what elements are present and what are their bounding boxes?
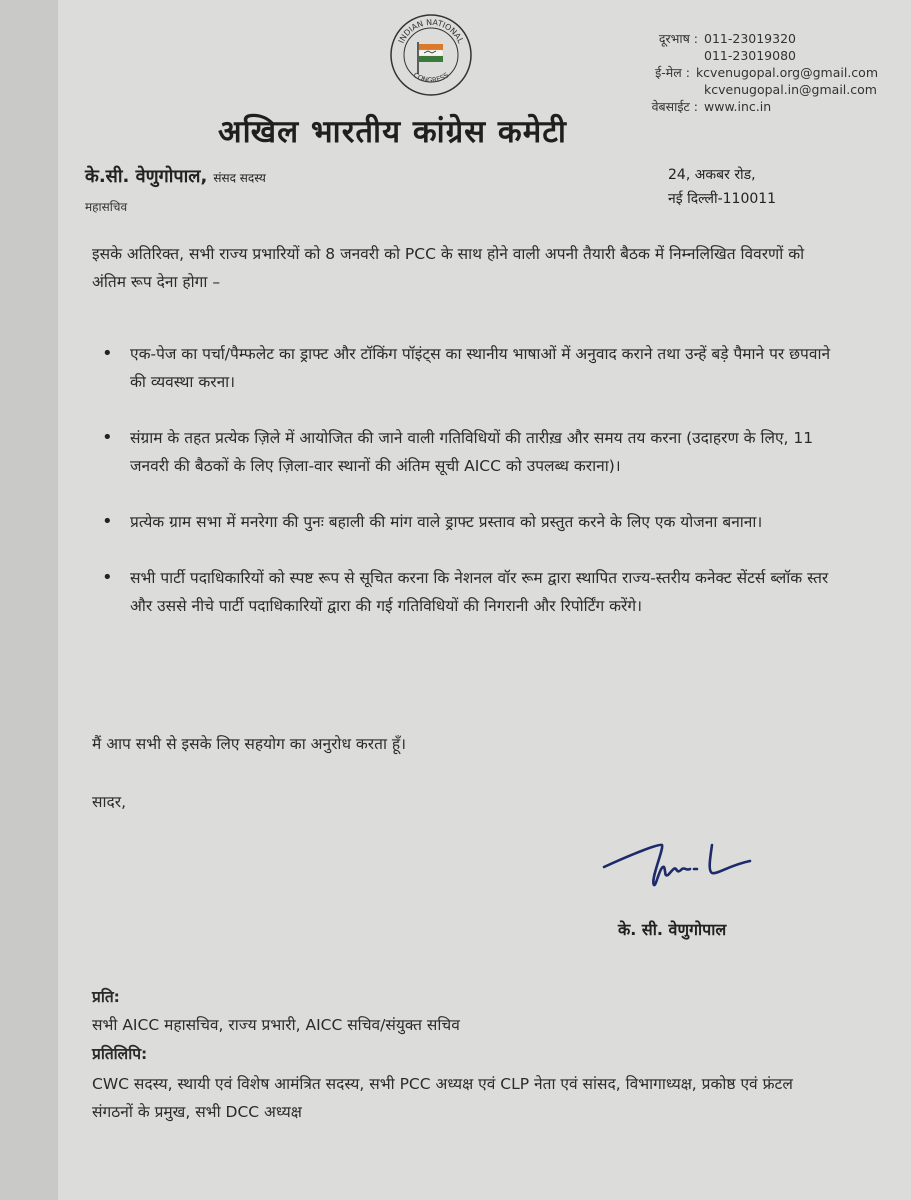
- sender-designation: महासचिव: [85, 200, 128, 214]
- list-item: • संग्राम के तहत प्रत्येक ज़िले में आयोजित की जाने वाली गतिविधियों की तारीख़ और समय तय करना (उदाहरण के लिए, 11 जनवरी की बैठकों के लिए ज़िला-वार स्थानों की अंतिम सूची AICC को उपलब्ध कराना)।: [92, 424, 832, 480]
- contact-value: 011-23019320: [704, 31, 796, 46]
- to-label: प्रति:: [92, 988, 120, 1006]
- sender-name: के.सी. वेणुगोपाल,: [85, 166, 208, 187]
- contact-value: kcvenugopal.in@gmail.com: [704, 82, 877, 97]
- signature: [590, 825, 770, 895]
- contact-value: www.inc.in: [704, 99, 772, 114]
- org-title: अखिल भारतीय कांग्रेस कमेटी: [218, 114, 567, 150]
- request-line: मैं आप सभी से इसके लिए सहयोग का अनुरोध करता हूँ।: [92, 735, 407, 753]
- action-points-list: [92, 340, 832, 620]
- contact-label: ई-मेल :: [655, 65, 690, 80]
- contact-row: [618, 98, 878, 115]
- intro-paragraph: इसके अतिरिक्त, सभी राज्य प्रभारियों को 8 जनवरी को PCC के साथ होने वाली अपनी तैयारी बैठक में निम्नलिखित विवरणों को अंतिम रूप देना होगा –: [92, 245, 805, 291]
- contact-row: [618, 30, 878, 47]
- contact-block: [618, 30, 878, 115]
- letterhead: [58, 0, 911, 228]
- svg-text:INDIAN NATIONAL: [397, 18, 466, 45]
- signer-name: के. सी. वेणुगोपाल: [618, 920, 727, 939]
- cc-label: प्रतिलिपि:: [92, 1045, 148, 1063]
- office-address: [668, 163, 776, 211]
- logo-text-top: INDIAN NATIONAL: [396, 17, 466, 45]
- contact-label: वेबसाईट :: [651, 99, 698, 114]
- contact-label: [618, 81, 704, 98]
- cc-recipients: CWC सदस्य, स्थायी एवं विशेष आमंत्रित सदस्य, सभी PCC अध्यक्ष एवं CLP नेता एवं सांसद, विभागाध्यक्ष, प्रकोष्ठ एवं फ्रंटल संगठनों के प्रमुख, सभी DCC अध्यक्ष: [92, 1075, 793, 1121]
- contact-row: [618, 64, 878, 81]
- list-item: • सभी पार्टी पदाधिकारियों को स्पष्ट रूप से सूचित करना कि नेशनल वॉर रूम द्वारा स्थापित राज्य-स्तरीय कनेक्ट सेंटर्स ब्लॉक स्तर और उससे नीचे पार्टी पदाधिकारियों द्वारा की गई गतिविधियों की निगरानी और रिपोर्टिंग करेंगे।: [92, 564, 832, 620]
- address-line-1: 24, अकबर रोड,: [668, 167, 756, 183]
- contact-label: दूरभाष :: [658, 31, 698, 46]
- list-item: • एक-पेज का पर्चा/पैम्फलेट का ड्राफ्ट और टॉकिंग पॉइंट्स का स्थानीय भाषाओं में अनुवाद कराने तथा उन्हें बड़े पैमाने पर छपवाने की व्यवस्था करना।: [92, 340, 832, 396]
- contact-row: [618, 47, 878, 64]
- contact-row: [618, 81, 878, 98]
- scan-border: [0, 0, 58, 1200]
- contact-value: 011-23019080: [704, 48, 796, 63]
- closing-salutation: सादर,: [92, 793, 126, 811]
- contact-label: [618, 47, 704, 64]
- sender-name-line: [85, 164, 266, 188]
- letter-body: [92, 240, 832, 648]
- logo-text-bottom: CONGRESS: [411, 71, 451, 85]
- congress-logo: [388, 12, 474, 98]
- address-line-2: नई दिल्ली-110011: [668, 191, 777, 207]
- contact-value: kcvenugopal.org@gmail.com: [695, 65, 878, 80]
- to-recipients: सभी AICC महासचिव, राज्य प्रभारी, AICC सचिव/संयुक्त सचिव: [92, 1016, 460, 1034]
- list-item: • प्रत्येक ग्राम सभा में मनरेगा की पुनः बहाली की मांग वाले ड्राफ्ट प्रस्ताव को प्रस्तुत करने के लिए एक योजना बनाना।: [92, 508, 832, 536]
- sender-role: संसद सदस्य: [213, 171, 266, 185]
